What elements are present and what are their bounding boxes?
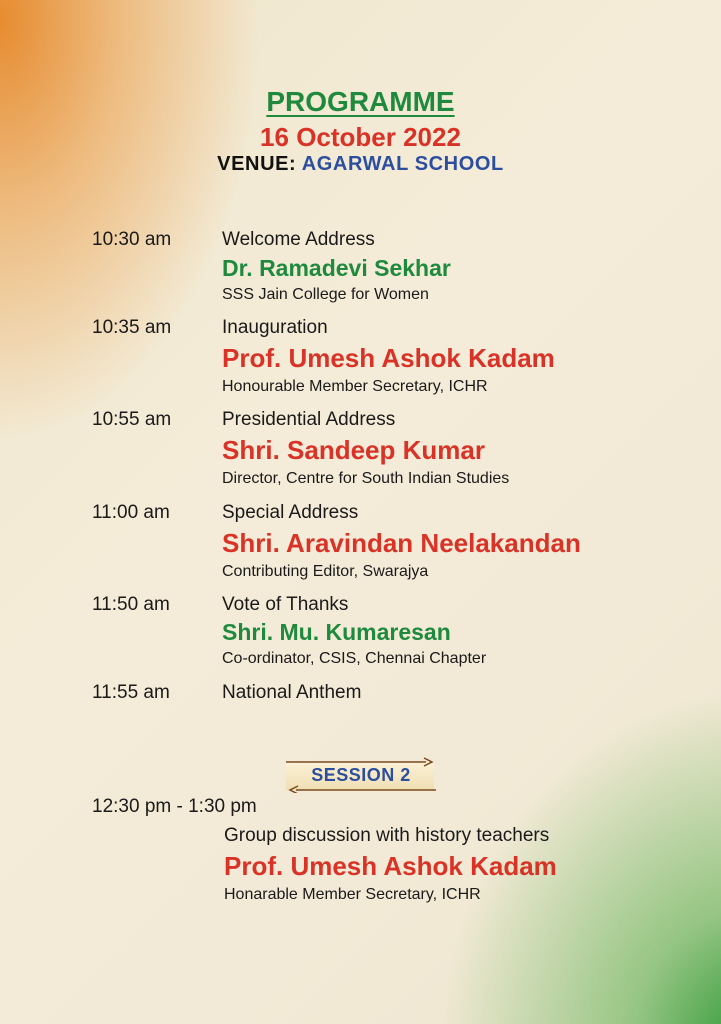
session-2-ribbon <box>284 757 438 793</box>
session-2-label: SESSION 2 <box>311 765 411 785</box>
speaker-name: Shri. Aravindan Neelakandan <box>222 528 581 558</box>
speaker-role: SSS Jain College for Women <box>222 286 429 303</box>
venue-line <box>0 153 721 176</box>
speaker-name: Shri. Sandeep Kumar <box>222 435 485 465</box>
schedule-time: 10:55 am <box>92 409 172 430</box>
speaker-name: Dr. Ramadevi Sekhar <box>222 255 451 281</box>
schedule-event: National Anthem <box>222 682 362 703</box>
session-2-speaker-role: Honarable Member Secretary, ICHR <box>224 886 481 903</box>
speaker-role: Honourable Member Secretary, ICHR <box>222 378 488 395</box>
schedule-event: Special Address <box>222 502 359 523</box>
schedule-event: Welcome Address <box>222 229 375 250</box>
schedule-event: Inauguration <box>222 317 328 338</box>
venue-name: AGARWAL SCHOOL <box>301 153 504 175</box>
schedule-time: 10:30 am <box>92 229 172 250</box>
speaker-role: Director, Centre for South Indian Studies <box>222 470 510 487</box>
speaker-name: Shri. Mu. Kumaresan <box>222 619 451 645</box>
page-title: PROGRAMME <box>266 86 455 117</box>
schedule-time: 11:55 am <box>92 682 170 703</box>
schedule-event: Presidential Address <box>222 409 396 430</box>
schedule-time: 11:50 am <box>92 594 170 615</box>
event-date: 16 October 2022 <box>260 122 461 152</box>
session-2-event: Group discussion with history teachers <box>224 825 550 846</box>
speaker-name: Prof. Umesh Ashok Kadam <box>222 343 555 373</box>
schedule-time: 11:00 am <box>92 502 170 523</box>
session-2-time: 12:30 pm - 1:30 pm <box>92 796 257 817</box>
speaker-role: Co-ordinator, CSIS, Chennai Chapter <box>222 650 487 667</box>
schedule-event: Vote of Thanks <box>222 594 349 615</box>
schedule-time: 10:35 am <box>92 317 172 338</box>
venue-label: VENUE: <box>217 153 297 175</box>
speaker-role: Contributing Editor, Swarajya <box>222 563 429 580</box>
session-2-speaker-name: Prof. Umesh Ashok Kadam <box>224 851 557 881</box>
